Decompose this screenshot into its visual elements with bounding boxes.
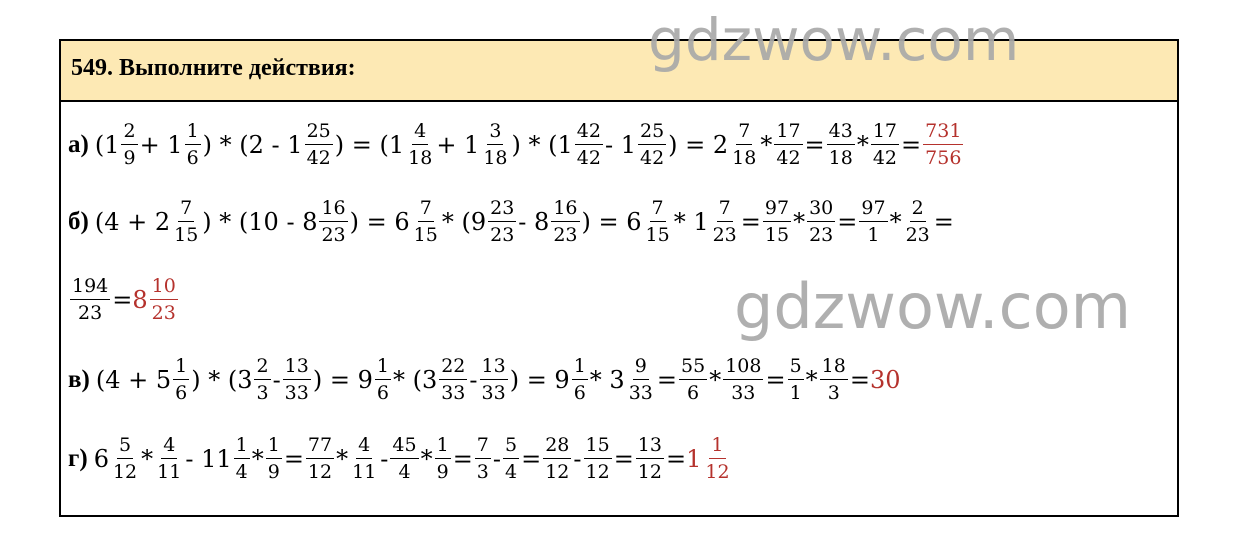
denominator: 33 — [284, 382, 309, 404]
denominator: 23 — [490, 224, 515, 246]
numerator: 28 — [543, 436, 571, 459]
fraction — [406, 122, 434, 168]
fraction — [774, 122, 802, 168]
expression-text: * — [760, 131, 773, 159]
denominator: 42 — [639, 147, 665, 169]
expression-text: = — [765, 366, 786, 394]
numerator: 1 — [572, 357, 588, 380]
numerator: 2 — [910, 199, 926, 222]
fraction — [412, 199, 440, 245]
expression-text: - — [492, 445, 501, 473]
denominator: 1 — [789, 382, 802, 404]
denominator: 18 — [732, 147, 757, 169]
fraction — [551, 199, 579, 245]
denominator: 3 — [256, 382, 269, 404]
denominator: 42 — [776, 147, 801, 169]
expression-text: - — [469, 366, 478, 394]
item-label: в) — [68, 366, 90, 393]
fraction — [859, 199, 887, 245]
denominator: 6 — [175, 382, 188, 404]
expression-text: (4 + 5 — [95, 366, 172, 394]
denominator: 12 — [585, 461, 610, 483]
watermark-middle: gdzwow.com — [734, 270, 1132, 343]
numerator: 45 — [390, 436, 418, 459]
fraction — [827, 122, 855, 168]
denominator: 12 — [307, 461, 333, 483]
fraction — [638, 122, 666, 168]
denominator: 23 — [151, 302, 176, 324]
denominator: 12 — [637, 461, 662, 483]
answer-text: 1 — [686, 445, 702, 473]
expression-text: - 1 — [604, 131, 636, 159]
numerator: 22 — [439, 357, 467, 380]
denominator: 3 — [827, 382, 840, 404]
numerator: 13 — [636, 436, 664, 459]
expression-text: ) * (10 - 8 — [202, 208, 318, 236]
denominator: 42 — [576, 147, 601, 169]
denominator: 15 — [645, 224, 670, 246]
expression-text: = — [452, 445, 473, 473]
numerator: 3 — [487, 122, 503, 145]
solution-g — [68, 427, 734, 491]
expression-text: ) = 6 — [349, 208, 410, 236]
numerator: 97 — [763, 199, 791, 222]
denominator: 11 — [157, 461, 182, 483]
fraction — [254, 357, 270, 403]
denominator: 3 — [476, 461, 489, 483]
numerator: 1 — [234, 436, 250, 459]
numerator: 4 — [161, 436, 177, 459]
expression-text: ) * (3 — [191, 366, 253, 394]
fraction — [172, 199, 200, 245]
numerator: 1 — [435, 436, 451, 459]
numerator: 731 — [923, 122, 963, 145]
fraction — [234, 436, 250, 482]
numerator: 4 — [412, 122, 428, 145]
item-label: б) — [68, 208, 89, 235]
denominator: 18 — [483, 147, 508, 169]
denominator: 12 — [705, 461, 730, 483]
fraction — [584, 436, 612, 482]
denominator: 12 — [545, 461, 570, 483]
fraction — [283, 357, 311, 403]
denominator: 23 — [321, 224, 346, 246]
fraction — [480, 357, 508, 403]
expression-text: - — [573, 445, 582, 473]
expression-text: * — [889, 208, 902, 236]
numerator: 10 — [150, 277, 178, 300]
denominator: 6 — [186, 147, 199, 169]
expression-text: 6 — [93, 445, 109, 473]
fraction — [730, 122, 758, 168]
expression-text: * (3 — [392, 366, 438, 394]
expression-text: = — [665, 445, 687, 473]
solution-v — [68, 348, 901, 412]
denominator: 23 — [712, 224, 737, 246]
fraction — [70, 277, 110, 323]
fraction — [679, 357, 707, 403]
fraction — [439, 357, 467, 403]
expression-text: + 1 — [139, 131, 183, 159]
expression-text: * — [805, 366, 818, 394]
denominator: 6 — [687, 382, 700, 404]
numerator: 15 — [584, 436, 612, 459]
fraction — [572, 357, 588, 403]
fraction — [904, 199, 932, 245]
denominator: 33 — [731, 382, 756, 404]
denominator: 1 — [867, 224, 880, 246]
expression-text: * 1 — [673, 208, 709, 236]
denominator: 23 — [553, 224, 578, 246]
watermark-top: gdzwow.com — [648, 6, 1020, 74]
denominator: 4 — [235, 461, 248, 483]
fraction — [807, 199, 835, 245]
numerator: 7 — [475, 436, 491, 459]
denominator: 15 — [413, 224, 438, 246]
answer-fraction — [703, 436, 731, 482]
numerator: 43 — [827, 122, 855, 145]
fraction — [435, 436, 451, 482]
denominator: 4 — [505, 461, 518, 483]
denominator: 4 — [398, 461, 411, 483]
numerator: 77 — [306, 436, 334, 459]
fraction — [475, 436, 491, 482]
fraction — [121, 122, 137, 168]
expression-text: * — [336, 445, 349, 473]
expression-text: * — [709, 366, 722, 394]
numerator: 5 — [788, 357, 804, 380]
numerator: 17 — [871, 122, 899, 145]
item-label: а) — [68, 131, 89, 158]
fraction — [319, 199, 347, 245]
expression-text: * — [793, 208, 806, 236]
expression-text: ) = 2 — [668, 131, 729, 159]
expression-text: + 1 — [436, 131, 480, 159]
fraction — [820, 357, 848, 403]
fraction — [350, 436, 378, 482]
expression-text: = — [613, 445, 634, 473]
denominator: 9 — [267, 461, 280, 483]
expression-text: = — [933, 208, 954, 236]
fraction — [788, 357, 804, 403]
fraction — [173, 357, 189, 403]
solution-a — [68, 113, 965, 177]
expression-text: ) = 9 — [312, 366, 373, 394]
expression-text: = — [656, 366, 677, 394]
fraction — [723, 357, 763, 403]
expression-text: * — [420, 445, 433, 473]
numerator: 5 — [503, 436, 519, 459]
answer-text: 8 — [132, 286, 148, 314]
fraction — [111, 436, 139, 482]
numerator: 16 — [551, 199, 579, 222]
solution-b — [68, 190, 954, 254]
expression-text: - 11 — [185, 445, 232, 473]
expression-text: = — [521, 445, 542, 473]
numerator: 1 — [185, 122, 201, 145]
expression-text: - — [272, 366, 281, 394]
denominator: 15 — [764, 224, 790, 246]
fraction — [375, 357, 391, 403]
fraction — [575, 122, 603, 168]
denominator: 42 — [872, 147, 898, 169]
denominator: 9 — [123, 147, 136, 169]
numerator: 13 — [480, 357, 508, 380]
numerator: 18 — [820, 357, 848, 380]
denominator: 6 — [573, 382, 586, 404]
numerator: 1 — [375, 357, 391, 380]
expression-text: (4 + 2 — [94, 208, 171, 236]
expression-text: * 3 — [589, 366, 625, 394]
answer-text: 30 — [869, 366, 901, 394]
numerator: 5 — [117, 436, 133, 459]
denominator: 6 — [376, 382, 389, 404]
numerator: 2 — [254, 357, 270, 380]
numerator: 16 — [319, 199, 347, 222]
denominator: 9 — [436, 461, 449, 483]
fraction — [390, 436, 418, 482]
denominator: 11 — [352, 461, 377, 483]
expression-text: ) = (1 — [334, 131, 405, 159]
expression-text: = — [740, 208, 761, 236]
expression-text: ) * (1 — [511, 131, 573, 159]
fraction — [627, 357, 655, 403]
expression-text: = — [901, 131, 922, 159]
fraction — [543, 436, 571, 482]
numerator: 2 — [121, 122, 137, 145]
expression-text: * — [141, 445, 154, 473]
fraction — [305, 122, 333, 168]
fraction — [871, 122, 899, 168]
denominator: 33 — [481, 382, 506, 404]
expression-text: ) = 9 — [509, 366, 570, 394]
fraction — [185, 122, 201, 168]
exercise-title: 549. Выполните действия: — [71, 55, 356, 81]
fraction — [481, 122, 509, 168]
numerator: 1 — [173, 357, 189, 380]
denominator: 18 — [408, 147, 433, 169]
fraction — [266, 436, 282, 482]
solution-b-continued — [68, 268, 180, 332]
denominator: 33 — [441, 382, 466, 404]
numerator: 108 — [723, 357, 763, 380]
denominator: 15 — [174, 224, 199, 246]
fraction — [636, 436, 664, 482]
item-label: г) — [68, 445, 88, 472]
answer-fraction — [923, 122, 963, 168]
denominator: 23 — [78, 302, 103, 324]
expression-text: = — [804, 131, 825, 159]
numerator: 9 — [633, 357, 649, 380]
numerator: 1 — [709, 436, 725, 459]
numerator: 7 — [717, 199, 733, 222]
expression-text: (1 — [94, 131, 120, 159]
fraction — [155, 436, 183, 482]
expression-text: = — [849, 366, 870, 394]
numerator: 55 — [679, 357, 707, 380]
numerator: 13 — [283, 357, 311, 380]
expression-text: = — [112, 286, 133, 314]
numerator: 23 — [488, 199, 516, 222]
fraction — [306, 436, 334, 482]
denominator: 23 — [809, 224, 834, 246]
fraction — [644, 199, 672, 245]
numerator: 7 — [418, 199, 434, 222]
answer-fraction — [150, 277, 178, 323]
numerator: 97 — [859, 199, 887, 222]
expression-text: * — [251, 445, 264, 473]
numerator: 194 — [70, 277, 110, 300]
numerator: 7 — [650, 199, 666, 222]
expression-text: * (9 — [441, 208, 487, 236]
fraction — [488, 199, 516, 245]
denominator: 12 — [112, 461, 138, 483]
denominator: 18 — [828, 147, 853, 169]
expression-text: ) = 6 — [581, 208, 642, 236]
denominator: 756 — [925, 147, 962, 169]
numerator: 25 — [305, 122, 333, 145]
fraction — [763, 199, 791, 245]
numerator: 1 — [266, 436, 282, 459]
denominator: 42 — [306, 147, 331, 169]
fraction — [503, 436, 519, 482]
numerator: 42 — [575, 122, 603, 145]
expression-text: ) * (2 - 1 — [202, 131, 303, 159]
numerator: 30 — [807, 199, 835, 222]
denominator: 33 — [628, 382, 653, 404]
numerator: 25 — [638, 122, 666, 145]
numerator: 7 — [736, 122, 752, 145]
expression-text: = — [283, 445, 304, 473]
expression-text: * — [856, 131, 869, 159]
expression-text: - — [380, 445, 389, 473]
numerator: 4 — [356, 436, 372, 459]
numerator: 7 — [178, 199, 194, 222]
numerator: 17 — [774, 122, 802, 145]
fraction — [711, 199, 739, 245]
expression-text: - 8 — [518, 208, 550, 236]
denominator: 23 — [905, 224, 930, 246]
expression-text: = — [837, 208, 858, 236]
